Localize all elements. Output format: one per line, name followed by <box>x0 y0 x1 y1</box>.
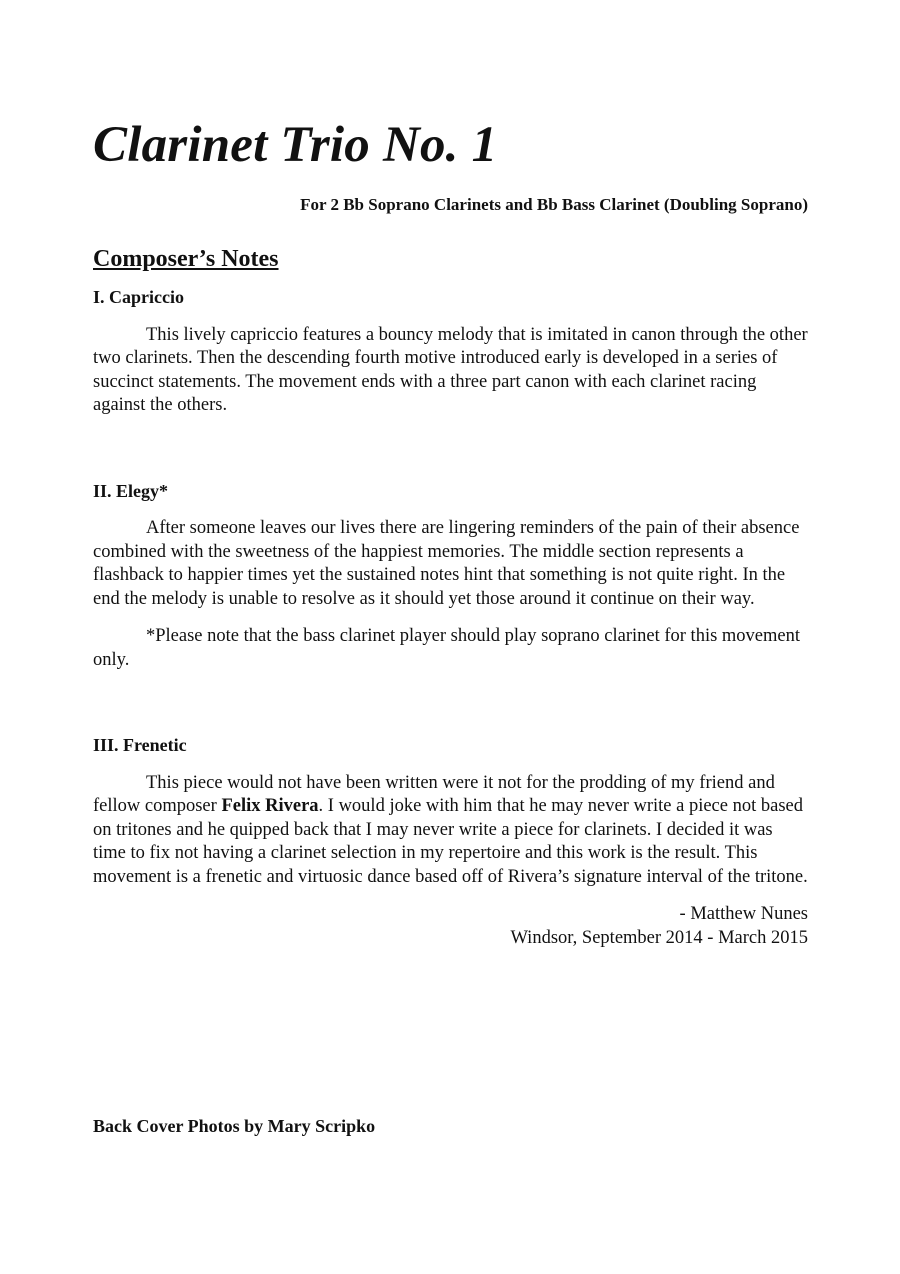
photo-credit: Back Cover Photos by Mary Scripko <box>93 1116 376 1136</box>
instrumentation-subtitle: For 2 Bb Soprano Clarinets and Bb Bass Clarinet (Doubling Soprano) <box>300 195 808 214</box>
movement-paragraph: This lively capriccio features a bouncy melody that is imitated in canon through the other two clarinets. Then the descending fourth motive introduced early is developed in a series of succinct statements. The movement ends with a three part canon with each clarinet racing against the others. <box>93 324 808 416</box>
movement-paragraph <box>93 772 808 890</box>
movement-paragraph: After someone leaves our lives there are lingering reminders of the pain of their absence combined with the sweetness of the happiest memories. The middle section represents a flashback to happier times yet the sustained notes hint that something is not quite right. In the end the melody is unable to resolve as it should yet those around it continue on their way. <box>93 518 800 609</box>
movement-elegy <box>93 481 808 673</box>
elegy-footnote: *Please note that the bass clarinet player should play soprano clarinet for this movement only. <box>93 626 800 670</box>
movement-heading: III. Frenetic <box>93 735 187 756</box>
movement-frenetic <box>93 735 808 889</box>
signature-block <box>93 902 808 950</box>
page-title: Clarinet Trio No. 1 <box>93 117 498 173</box>
paragraph-text: This piece would not have been written were it not for the prodding of my friend and fellow composer <box>93 772 775 817</box>
movement-heading: I. Capriccio <box>93 287 184 308</box>
page-content <box>93 117 808 950</box>
composers-notes-heading: Composer’s Notes <box>93 246 279 273</box>
movement-heading: II. Elegy* <box>93 480 169 501</box>
movement-capriccio <box>93 287 808 418</box>
composer-name-bold: Felix Rivera <box>221 796 319 817</box>
signature-place-date: Windsor, September 2014 - March 2015 <box>510 928 808 949</box>
signature-name: - Matthew Nunes <box>679 904 808 925</box>
paragraph-text: . I would joke with him that he may never write a piece not based on tritones and he quipped back that I may never write a piece for clarinets. I decided it was time to fix not having a clarinet selection in my repertoire and this work is the result. This movement is a frenetic and virtuosic dance based off of Rivera’s signature interval of the tritone. <box>93 796 808 887</box>
